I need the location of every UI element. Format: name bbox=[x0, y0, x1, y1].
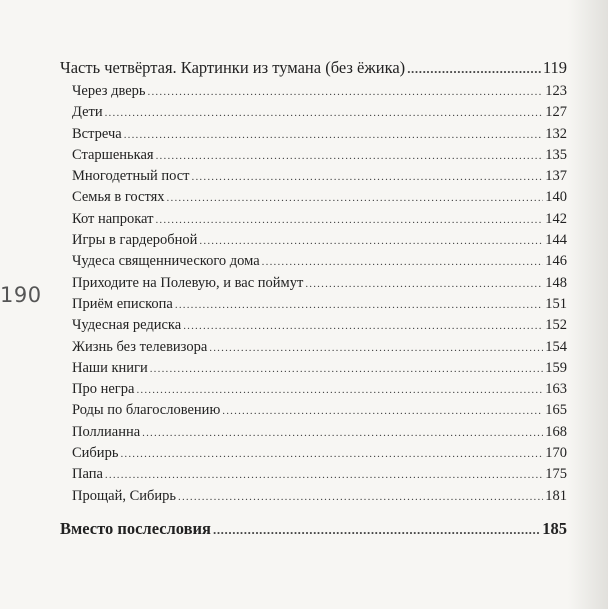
toc-entry bbox=[60, 273, 567, 294]
toc-entry-title: Кот напрокат bbox=[72, 210, 154, 227]
dot-leader bbox=[209, 338, 543, 359]
toc-entry-title: Сибирь bbox=[72, 445, 119, 462]
dot-leader bbox=[105, 103, 544, 124]
dot-leader bbox=[262, 252, 544, 273]
toc-entry-title: Наши книги bbox=[72, 359, 148, 376]
toc-entry-page: 140 bbox=[545, 189, 567, 206]
page-number: 190 bbox=[0, 283, 42, 307]
toc-entry-page: 127 bbox=[545, 104, 567, 121]
toc-entry bbox=[60, 209, 567, 230]
toc-entry-title: Игры в гардеробной bbox=[72, 232, 198, 249]
toc-entry-title: Приходите на Полевую, и вас поймут bbox=[72, 274, 304, 291]
dot-leader bbox=[178, 487, 543, 508]
dot-leader bbox=[192, 167, 544, 188]
toc-entry-page: 181 bbox=[545, 487, 567, 504]
dot-leader bbox=[155, 210, 543, 231]
dot-leader bbox=[148, 82, 544, 103]
toc-entry-page: 132 bbox=[545, 125, 567, 142]
dot-leader bbox=[136, 380, 543, 401]
toc-afterword-page: 185 bbox=[542, 518, 567, 538]
dot-leader bbox=[167, 188, 544, 209]
toc-entry bbox=[60, 166, 567, 187]
dot-leader bbox=[156, 146, 544, 167]
toc-entry-title: Встреча bbox=[72, 125, 122, 142]
dot-leader bbox=[222, 401, 543, 422]
toc-entry-title: Прощай, Сибирь bbox=[72, 487, 177, 504]
toc-entry-page: 170 bbox=[545, 445, 567, 462]
toc-part-heading bbox=[60, 55, 567, 81]
toc-entry-page: 144 bbox=[545, 232, 567, 249]
toc-entry-title: Про негра bbox=[72, 381, 135, 398]
toc-entry bbox=[60, 443, 567, 464]
dot-leader bbox=[213, 517, 540, 543]
toc-entry-title: Старшенькая bbox=[72, 146, 154, 163]
page-edge-shadow bbox=[568, 0, 608, 609]
toc-entry-page: 175 bbox=[545, 466, 567, 483]
toc-entry-title: Чудеса священнического дома bbox=[72, 253, 260, 270]
toc-entry-title: Поллианна bbox=[72, 423, 141, 440]
toc-entry-page: 123 bbox=[545, 83, 567, 99]
toc-entry bbox=[60, 464, 567, 485]
toc-entry-title: Роды по благословению bbox=[72, 402, 221, 419]
toc-afterword bbox=[60, 516, 567, 542]
toc-entry bbox=[60, 251, 567, 272]
toc-afterword-title: Вместо послесловия bbox=[60, 518, 211, 538]
toc-entry-page: 151 bbox=[545, 295, 567, 312]
toc-entry bbox=[60, 358, 567, 379]
dot-leader bbox=[183, 316, 543, 337]
dot-leader bbox=[175, 295, 543, 316]
toc-entry bbox=[60, 145, 567, 166]
toc-part-page: 119 bbox=[542, 58, 567, 77]
toc-entry-page: 135 bbox=[545, 146, 567, 163]
toc-entry bbox=[60, 486, 567, 507]
toc-entry-page: 168 bbox=[545, 423, 567, 440]
toc-entry-page: 165 bbox=[545, 402, 567, 419]
dot-leader bbox=[407, 56, 541, 82]
toc-entry-page: 142 bbox=[545, 210, 567, 227]
toc-entry-page: 154 bbox=[545, 338, 567, 355]
toc-entry-page: 163 bbox=[545, 381, 567, 398]
toc-entry bbox=[60, 187, 567, 208]
toc-entry bbox=[60, 315, 567, 336]
dot-leader bbox=[305, 274, 543, 295]
table-of-contents bbox=[60, 55, 567, 542]
dot-leader bbox=[142, 423, 543, 444]
dot-leader bbox=[105, 465, 543, 486]
dot-leader bbox=[120, 444, 543, 465]
toc-entry-title: Жизнь без телевизора bbox=[72, 338, 208, 355]
toc-entry-title: Многодетный пост bbox=[72, 168, 190, 185]
toc-entry bbox=[60, 102, 567, 123]
toc-entry-title: Приём епископа bbox=[72, 295, 173, 312]
toc-part-title: Часть четвёртая. Картинки из тумана (без ёжика) bbox=[60, 58, 406, 77]
toc-entry-title: Чудесная редиска bbox=[72, 317, 182, 334]
toc-entry-title: Дети bbox=[72, 104, 103, 121]
toc-entry-title: Семья в гостях bbox=[72, 189, 165, 206]
dot-leader bbox=[199, 231, 543, 252]
toc-entry-page: 159 bbox=[545, 359, 567, 376]
toc-entry-page: 148 bbox=[545, 274, 567, 291]
toc-entry-page: 146 bbox=[545, 253, 567, 270]
toc-entry-page: 152 bbox=[545, 317, 567, 334]
toc-entry bbox=[60, 400, 567, 421]
toc-entry-title: Через дверь bbox=[72, 83, 146, 99]
toc-entry bbox=[60, 422, 567, 443]
toc-entry bbox=[60, 337, 567, 358]
toc-entry-page: 137 bbox=[545, 168, 567, 185]
toc-entry bbox=[60, 124, 567, 145]
toc-entry bbox=[60, 379, 567, 400]
dot-leader bbox=[124, 125, 544, 146]
toc-entry bbox=[60, 230, 567, 251]
toc-entry bbox=[60, 294, 567, 315]
dot-leader bbox=[150, 359, 544, 380]
toc-entry bbox=[60, 81, 567, 102]
toc-entry-title: Папа bbox=[72, 466, 103, 483]
